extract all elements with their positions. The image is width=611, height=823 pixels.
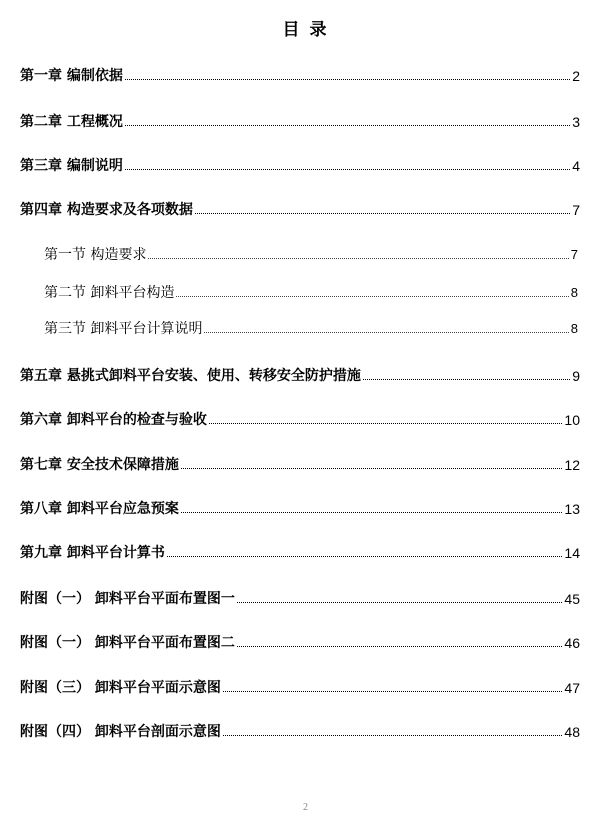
toc-entry-appendix-3[interactable] — [20, 679, 580, 697]
dot-leader — [181, 512, 563, 513]
toc-entry-appendix-1[interactable] — [20, 590, 580, 608]
toc-entry-section-3[interactable] — [44, 320, 578, 338]
toc-page-number: 46 — [564, 635, 580, 651]
dot-leader — [125, 169, 570, 170]
toc-page-number: 7 — [570, 247, 578, 262]
toc-entry-appendix-2[interactable] — [20, 634, 580, 652]
toc-page-number: 48 — [564, 724, 580, 740]
toc-entry-chapter-4[interactable] — [20, 201, 580, 219]
toc-page-number: 8 — [570, 321, 578, 336]
toc-page-number: 7 — [572, 202, 580, 218]
dot-leader — [237, 602, 563, 603]
toc-entry-label: 第七章 安全技术保障措施 — [20, 457, 179, 473]
toc-entry-chapter-1[interactable] — [20, 67, 580, 85]
toc-title: 目 录 — [282, 20, 329, 40]
toc-entry-label: 第三章 编制说明 — [20, 158, 123, 174]
toc-entry-label: 附图（四） 卸料平台剖面示意图 — [20, 724, 221, 740]
toc-entry-chapter-2[interactable] — [20, 113, 580, 131]
toc-entry-chapter-7[interactable] — [20, 456, 580, 474]
toc-entry-label: 第二章 工程概况 — [20, 114, 123, 130]
toc-page-number: 8 — [570, 285, 578, 300]
toc-entry-chapter-5[interactable] — [20, 367, 580, 385]
toc-entry-label: 附图（一） 卸料平台平面布置图二 — [20, 635, 235, 651]
toc-page-number: 45 — [564, 591, 580, 607]
dot-leader — [181, 468, 563, 469]
dot-leader — [209, 423, 563, 424]
toc-entry-appendix-4[interactable] — [20, 723, 580, 741]
dot-leader — [363, 379, 570, 380]
dot-leader — [223, 691, 563, 692]
toc-entry-label: 第一节 构造要求 — [44, 247, 147, 263]
toc-entry-chapter-8[interactable] — [20, 500, 580, 518]
toc-entry-label: 第九章 卸料平台计算书 — [20, 545, 165, 561]
toc-entry-label: 第八章 卸料平台应急预案 — [20, 501, 179, 517]
toc-entry-label: 附图（一） 卸料平台平面布置图一 — [20, 591, 235, 607]
toc-entry-label: 第三节 卸料平台计算说明 — [44, 321, 203, 337]
dot-leader — [167, 556, 563, 557]
page-footer-number: 2 — [303, 802, 308, 813]
dot-leader — [195, 213, 570, 214]
toc-page-number: 14 — [564, 545, 580, 561]
toc-page-number: 9 — [572, 368, 580, 384]
dot-leader — [125, 125, 570, 126]
toc-entry-chapter-9[interactable] — [20, 544, 580, 562]
toc-page-number: 47 — [564, 680, 580, 696]
toc-entry-label: 第二节 卸料平台构造 — [44, 285, 175, 301]
dot-leader — [148, 258, 568, 259]
toc-entry-section-2[interactable] — [44, 284, 578, 302]
toc-entry-label: 第五章 悬挑式卸料平台安装、使用、转移安全防护措施 — [20, 368, 361, 384]
toc-entry-label: 第六章 卸料平台的检查与验收 — [20, 412, 207, 428]
toc-page-number: 10 — [564, 412, 580, 428]
dot-leader — [237, 646, 563, 647]
toc-entry-section-1[interactable] — [44, 246, 578, 264]
toc-entry-chapter-3[interactable] — [20, 157, 580, 175]
toc-entry-label: 第一章 编制依据 — [20, 68, 123, 84]
toc-page-number: 2 — [572, 68, 580, 84]
toc-entry-label: 附图（三） 卸料平台平面示意图 — [20, 680, 221, 696]
toc-page-number: 12 — [564, 457, 580, 473]
toc-page-number: 4 — [572, 158, 580, 174]
toc-page-number: 13 — [564, 501, 580, 517]
dot-leader — [204, 332, 568, 333]
toc-entry-chapter-6[interactable] — [20, 411, 580, 429]
dot-leader — [125, 79, 570, 80]
toc-entry-label: 第四章 构造要求及各项数据 — [20, 202, 193, 218]
toc-page-number: 3 — [572, 114, 580, 130]
dot-leader — [176, 296, 568, 297]
dot-leader — [223, 735, 563, 736]
